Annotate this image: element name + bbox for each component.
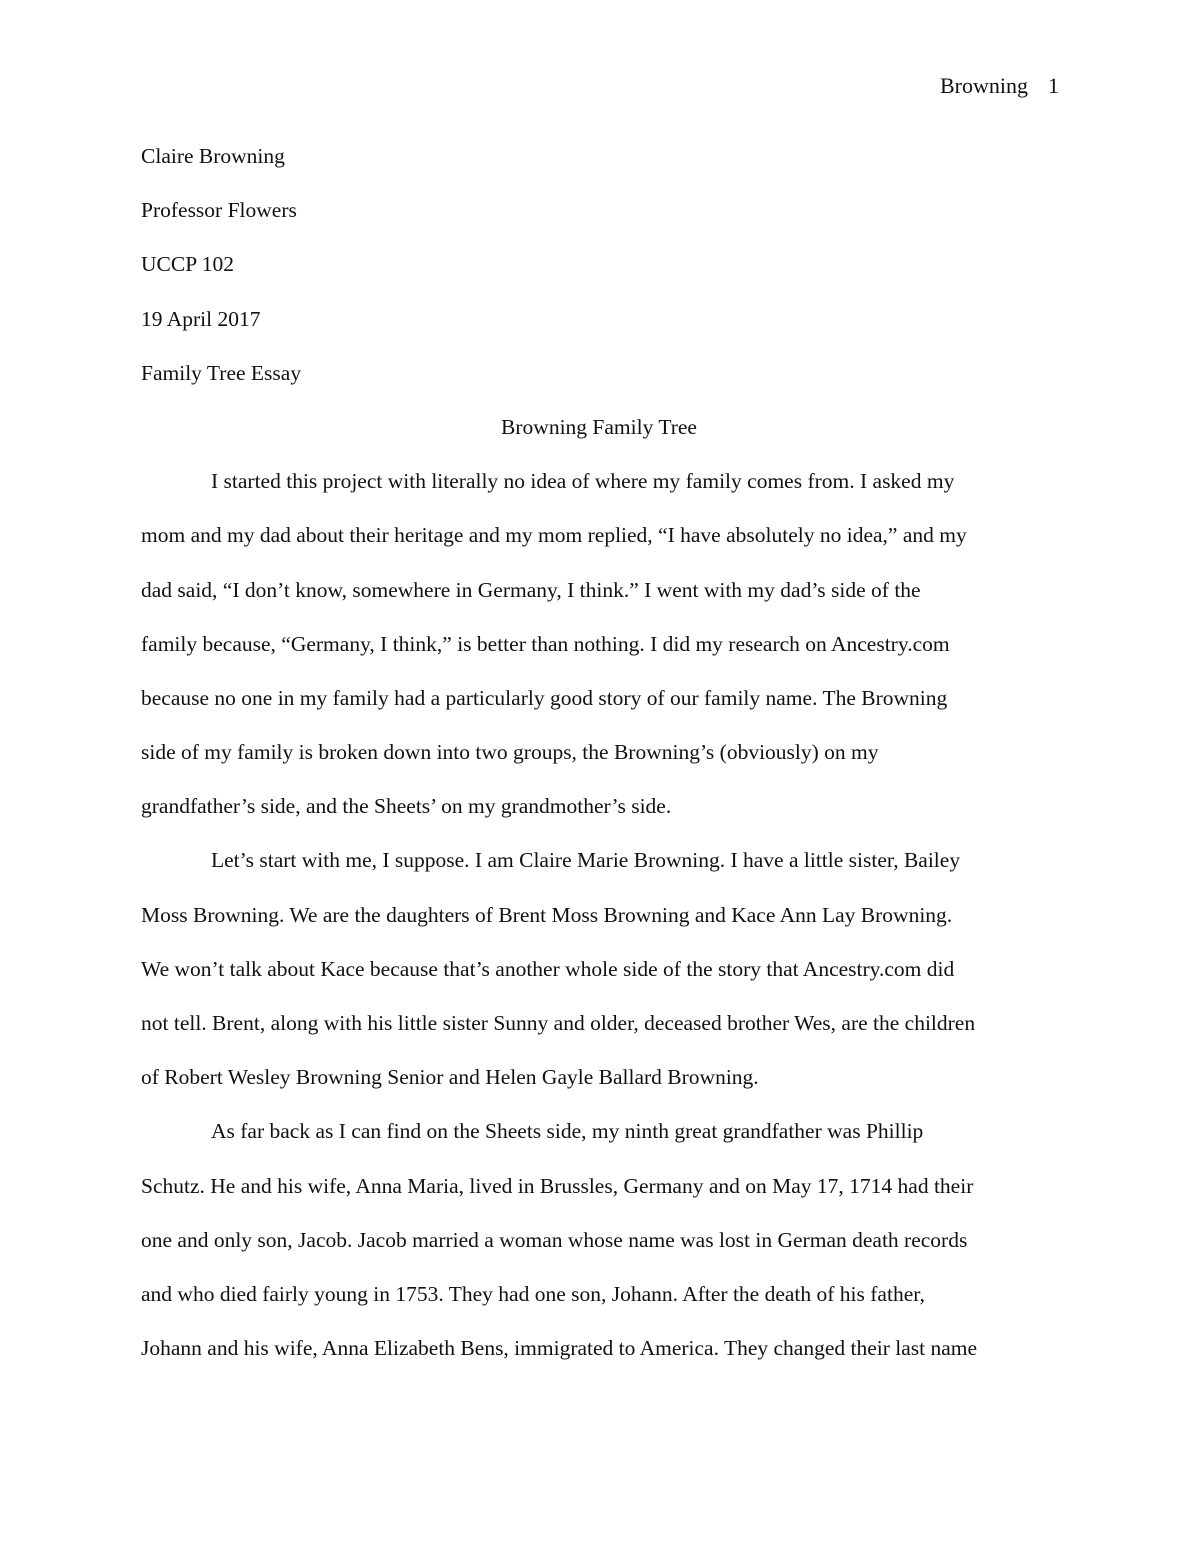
paragraph-2 [141,846,1057,1117]
paragraph-line: Schutz. He and his wife, Anna Maria, lived in Brussles, Germany and on May 17, 1714 had their [141,1173,974,1198]
page-number: 1 [1048,73,1059,98]
essay-title: Browning Family Tree [501,414,697,439]
paragraph-line: I started this project with literally no idea of where my family comes from. I asked my [211,469,955,494]
paragraph-line: family because, “Germany, I think,” is better than nothing. I did my research on Ancestry.com [141,631,950,656]
paragraph-line: mom and my dad about their heritage and my mom replied, “I have absolutely no idea,” and my [141,523,967,548]
paragraph-line: side of my family is broken down into two groups, the Browning’s (obviously) on my [141,740,879,765]
paragraph-line: grandfather’s side, and the Sheets’ on my grandmother’s side. [141,794,672,819]
document-body [141,142,1057,1388]
running-header [940,72,1059,100]
paragraph-line: one and only son, Jacob. Jacob married a woman whose name was lost in German death records [141,1227,968,1252]
essay-date: 19 April 2017 [141,306,261,331]
paragraph-line: We won’t talk about Kace because that’s another whole side of the story that Ancestry.com did [141,956,955,981]
paragraph-3 [141,1117,1057,1388]
student-name: Claire Browning [141,144,285,168]
paragraph-line: of Robert Wesley Browning Senior and Helen Gayle Ballard Browning. [141,1065,759,1090]
paragraph-line: Johann and his wife, Anna Elizabeth Bens, immigrated to America. They changed their last name [141,1336,978,1361]
paragraph-line: and who died fairly young in 1753. They had one son, Johann. After the death of his father, [141,1281,925,1306]
header-surname: Browning [940,73,1028,98]
paragraph-line: As far back as I can find on the Sheets side, my ninth great grandfather was Phillip [211,1119,924,1144]
paragraph-line: because no one in my family had a particularly good story of our family name. The Browning [141,685,948,710]
assignment-name: Family Tree Essay [141,360,302,385]
professor-name: Professor Flowers [141,198,297,223]
paragraph-line: Moss Browning. We are the daughters of Brent Moss Browning and Kace Ann Lay Browning. [141,902,953,927]
paragraph-1 [141,467,1057,846]
paragraph-line: dad said, “I don’t know, somewhere in Germany, I think.” I went with my dad’s side of the [141,577,921,602]
paragraph-line: Let’s start with me, I suppose. I am Claire Marie Browning. I have a little sister, Bailey [211,848,961,873]
course-name: UCCP 102 [141,252,234,277]
paragraph-line: not tell. Brent, along with his little sister Sunny and older, deceased brother Wes, are the children [141,1011,976,1035]
